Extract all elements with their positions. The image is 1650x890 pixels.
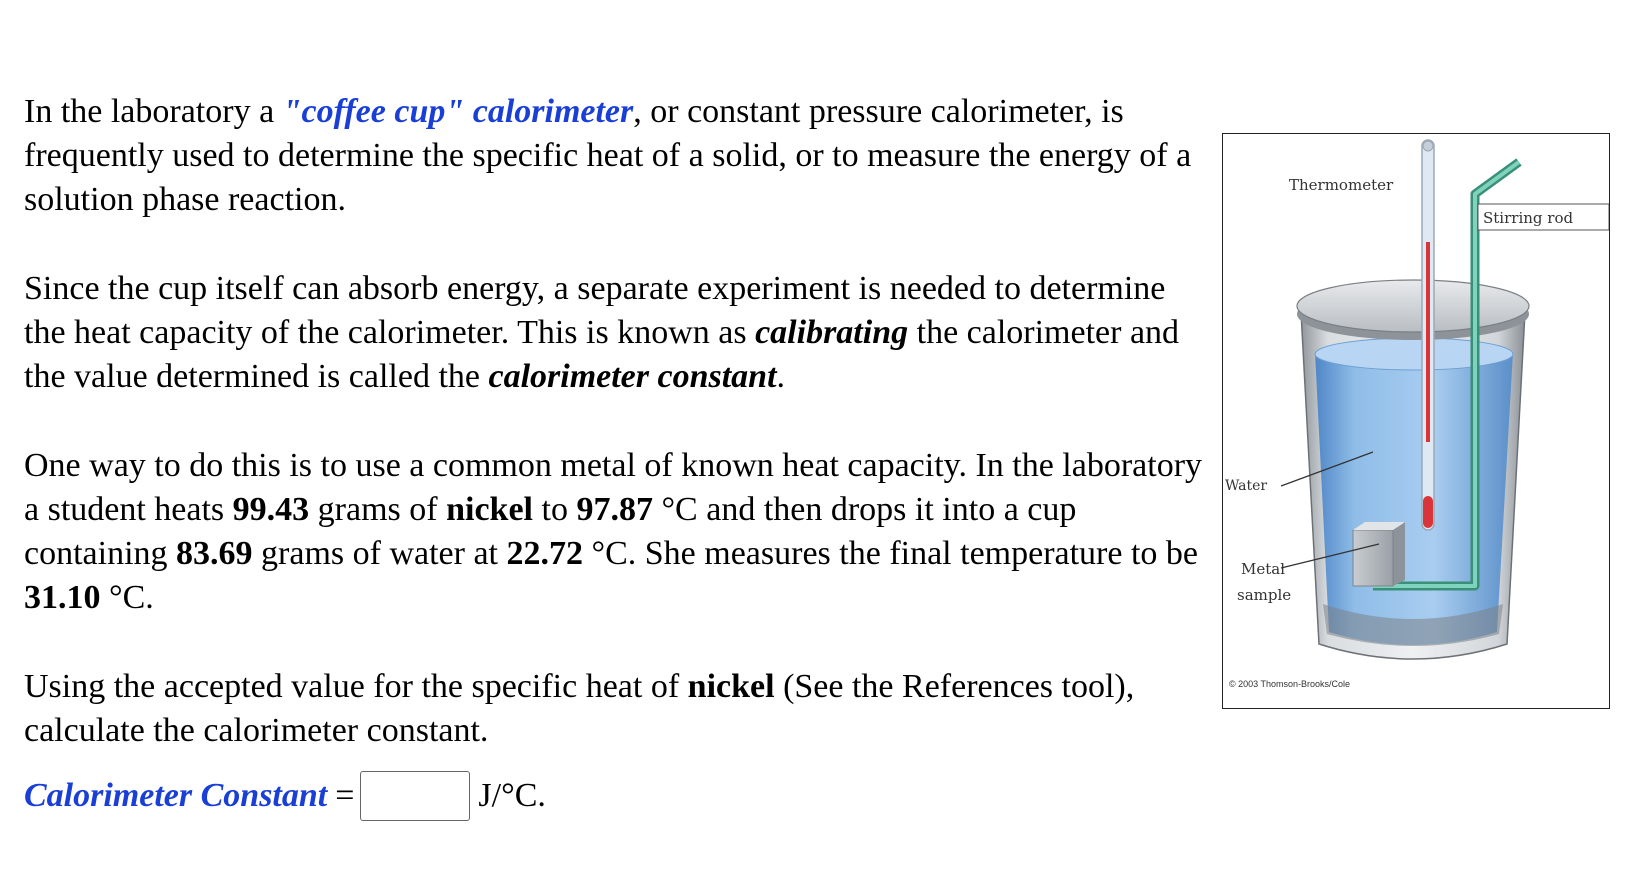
intro-text-end: , or constant pressure calorimeter, is frequently used to determine the specific heat of a solid, or to measure the energy of a solution phase reaction. <box>24 93 1192 218</box>
thermometer-icon <box>1422 140 1434 530</box>
experiment-text-1: One way to do this is to use a common metal of known heat capacity. In the laboratory a student heats <box>24 447 1203 528</box>
calorimeter-constant-term: calorimeter constant <box>488 358 777 395</box>
cup-icon <box>1301 312 1525 659</box>
metal-name: nickel <box>446 491 533 528</box>
intro-text-start: In the laboratory a <box>24 93 283 130</box>
water-mass-value: 83.69 <box>176 535 253 572</box>
final-temperature-value: 31.10 <box>24 579 101 616</box>
problem-text <box>24 90 1204 753</box>
question-metal-name: nickel <box>687 668 775 705</box>
calibration-text-end: . <box>776 358 786 395</box>
water-temperature-value: 22.72 <box>506 535 583 572</box>
calibration-text-start: Since the cup itself can absorb energy, a separate experiment is needed to determine the heat capacity of the calorimeter. This is known as <box>24 270 1166 351</box>
units-label: J/°C. <box>478 777 546 814</box>
stirring-rod-label: Stirring rod <box>1483 209 1574 227</box>
experiment-paragraph <box>24 444 1204 620</box>
question-text-2: (See the References tool), calculate the calorimeter constant. <box>24 668 1135 749</box>
calibration-paragraph <box>24 267 1204 399</box>
metal-mass-value: 99.43 <box>232 491 310 528</box>
coffee-cup-calorimeter-term[interactable]: "coffee cup" calorimeter <box>282 93 634 130</box>
experiment-text-3: to <box>533 491 577 528</box>
calibration-text-mid: the calorimeter and the value determined is called the <box>24 314 1180 395</box>
answer-row <box>24 768 546 824</box>
water-label: Water <box>1225 478 1268 494</box>
calibrating-term: calibrating <box>755 314 909 351</box>
intro-paragraph <box>24 90 1204 222</box>
experiment-text-5: grams of water at <box>252 535 507 572</box>
calorimeter-constant-input[interactable] <box>360 771 470 821</box>
equals-sign: = <box>335 777 355 814</box>
thermometer-label: Thermometer <box>1289 176 1394 194</box>
calorimeter-diagram-svg <box>1223 134 1609 708</box>
metal-label-line1: Metal <box>1241 560 1286 578</box>
calorimeter-figure <box>1222 133 1610 709</box>
lid-icon <box>1297 280 1529 340</box>
metal-sample-icon <box>1353 522 1405 586</box>
question-text-1: Using the accepted value for the specific heat of <box>24 668 688 705</box>
question-paragraph <box>24 665 1204 753</box>
experiment-text-2: grams of <box>309 491 447 528</box>
metal-label-line2: sample <box>1237 586 1292 604</box>
calorimeter-constant-label[interactable]: Calorimeter Constant <box>24 777 328 814</box>
experiment-text-4: °C and then drops it into a cup containing <box>24 491 1077 572</box>
metal-temperature-value: 97.87 <box>576 491 653 528</box>
experiment-text-6: °C. She measures the final temperature to be <box>583 535 1199 572</box>
copyright-text: © 2003 Thomson-Brooks/Cole <box>1229 679 1351 689</box>
experiment-text-7: °C. <box>100 579 154 616</box>
